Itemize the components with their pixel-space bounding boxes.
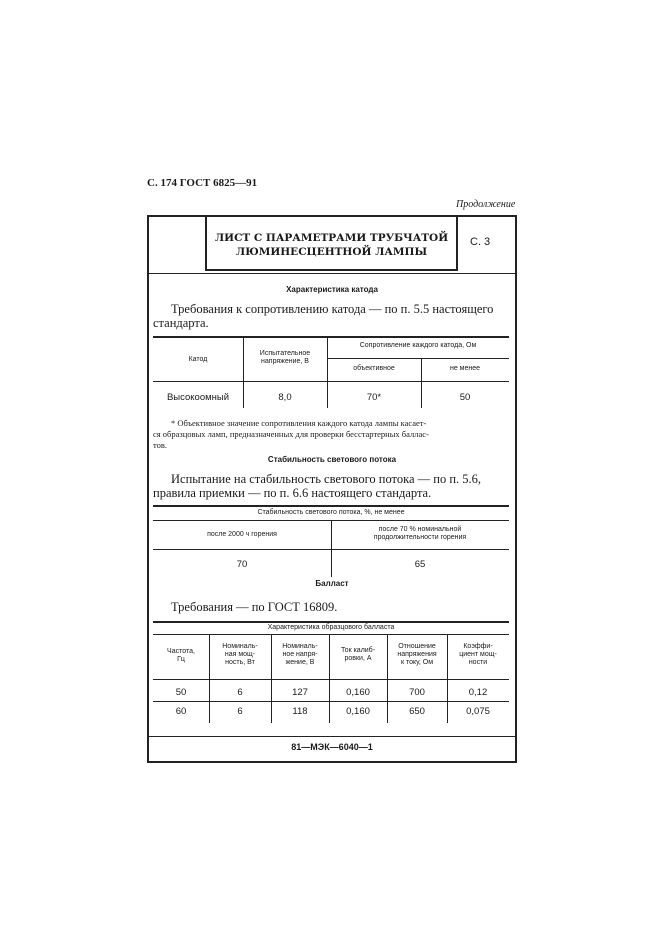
- sheet-title-line1: ЛИСТ С ПАРАМЕТРАМИ ТРУБЧАТОЙ: [214, 232, 449, 244]
- ballast-cell: 60: [175, 706, 187, 717]
- ballast-cell: 650: [409, 706, 425, 717]
- col-header-voltage-line2: напряжение, В: [261, 358, 309, 365]
- ballast-col-header: Коэффи- циент мощ- ности: [459, 643, 497, 666]
- table-border: [153, 679, 509, 680]
- ballast-cell: 0,12: [468, 687, 488, 698]
- sheet-title: [210, 231, 453, 259]
- ballast-table: [153, 621, 509, 723]
- ballast-cell: 6: [237, 687, 243, 698]
- footnote-line2: ся образцовых ламп, предназначенных для проверки бесстартерных баллас-: [153, 429, 429, 439]
- document-header-left: С. 174 ГОСТ 6825—91: [147, 177, 258, 189]
- cell-objective: 70*: [366, 392, 382, 403]
- ballast-col-header: Номиналь- ное напря- жение, В: [282, 643, 318, 666]
- ballast-cell: 0,160: [346, 706, 370, 717]
- stability-table: [153, 505, 509, 577]
- stability-heading: Стабильность светового потока: [267, 455, 397, 464]
- table-border: [153, 381, 509, 382]
- cathode-table: [153, 336, 509, 408]
- stability-table-title: Стабильность светового потока, %, не менее: [257, 509, 405, 516]
- stability-val1: 70: [236, 559, 248, 570]
- col-header-voltage: [243, 350, 327, 366]
- ballast-text: Требования — по ГОСТ 16809.: [171, 600, 338, 614]
- title-divider: [149, 273, 515, 274]
- ballast-cell: 700: [409, 687, 425, 698]
- ballast-col-header: Частота, Гц: [167, 648, 195, 663]
- stability-col2-header-line2: продолжительности горения: [373, 534, 467, 541]
- cathode-text-line1: Требования к сопротивлению катода — по п. 5.5 настоящего: [171, 302, 494, 316]
- stability-col2-header: [331, 526, 509, 542]
- footnote-line1: * Объективное значение сопротивления каждого катода лампы касает-: [171, 418, 427, 428]
- document-header-right: Продолжение: [456, 199, 516, 210]
- table-border: [153, 634, 509, 635]
- footnote-line3: тов.: [153, 440, 167, 450]
- cell-voltage: 8,0: [278, 392, 292, 403]
- ballast-cell: 6: [237, 706, 243, 717]
- stability-text-line2: правила приемки — по п. 6.6 настоящего стандарта.: [153, 486, 432, 500]
- ballast-col-header: Ток калиб- ровки, А: [340, 647, 376, 662]
- col-header-resistance: Сопротивление каждого катода, Ом: [359, 342, 477, 349]
- table-border: [153, 701, 509, 702]
- footer-divider: [149, 736, 515, 737]
- cell-min: 50: [459, 392, 471, 403]
- col-header-objective: объективное: [353, 365, 395, 372]
- stability-col2-header-line1: после 70 % номинальной: [378, 526, 462, 533]
- table-border: [153, 505, 509, 507]
- stability-text-line1: Испытание на стабильность светового потока — по п. 5.6,: [171, 472, 482, 486]
- ballast-table-title: Характеристика образцового балласта: [267, 624, 395, 631]
- ballast-cell: 127: [292, 687, 308, 698]
- sheet-footer-code: 81—МЭК—6040—1: [291, 742, 373, 752]
- cathode-heading: Характеристика катода: [286, 285, 378, 294]
- col-header-min: не менее: [449, 365, 481, 372]
- ballast-cell: 118: [292, 706, 308, 717]
- table-border: [327, 358, 509, 359]
- cell-cathode-type: Высокоомный: [166, 392, 230, 403]
- ballast-col-header: Номиналь- ная мощ- ность, Вт: [222, 643, 258, 666]
- table-border: [153, 336, 509, 338]
- ballast-cell: 0,160: [346, 687, 370, 698]
- col-header-voltage-line1: Испытательное: [259, 350, 311, 357]
- stability-col1-header: после 2000 ч горения: [207, 531, 277, 538]
- cathode-text-line2: стандарта.: [153, 316, 209, 330]
- ballast-heading: Балласт: [315, 579, 349, 588]
- ballast-cell: 0,075: [466, 706, 490, 717]
- sheet-page-number: С. 3: [470, 236, 491, 248]
- stability-val2: 65: [414, 559, 426, 570]
- ballast-col-header: Отношение напряжения к току, Ом: [397, 643, 437, 666]
- sheet-title-line2: ЛЮМИНЕСЦЕНТНОЙ ЛАМПЫ: [235, 246, 428, 258]
- col-header-cathode: Катод: [188, 356, 208, 363]
- table-border: [153, 621, 509, 623]
- ballast-cell: 50: [175, 687, 187, 698]
